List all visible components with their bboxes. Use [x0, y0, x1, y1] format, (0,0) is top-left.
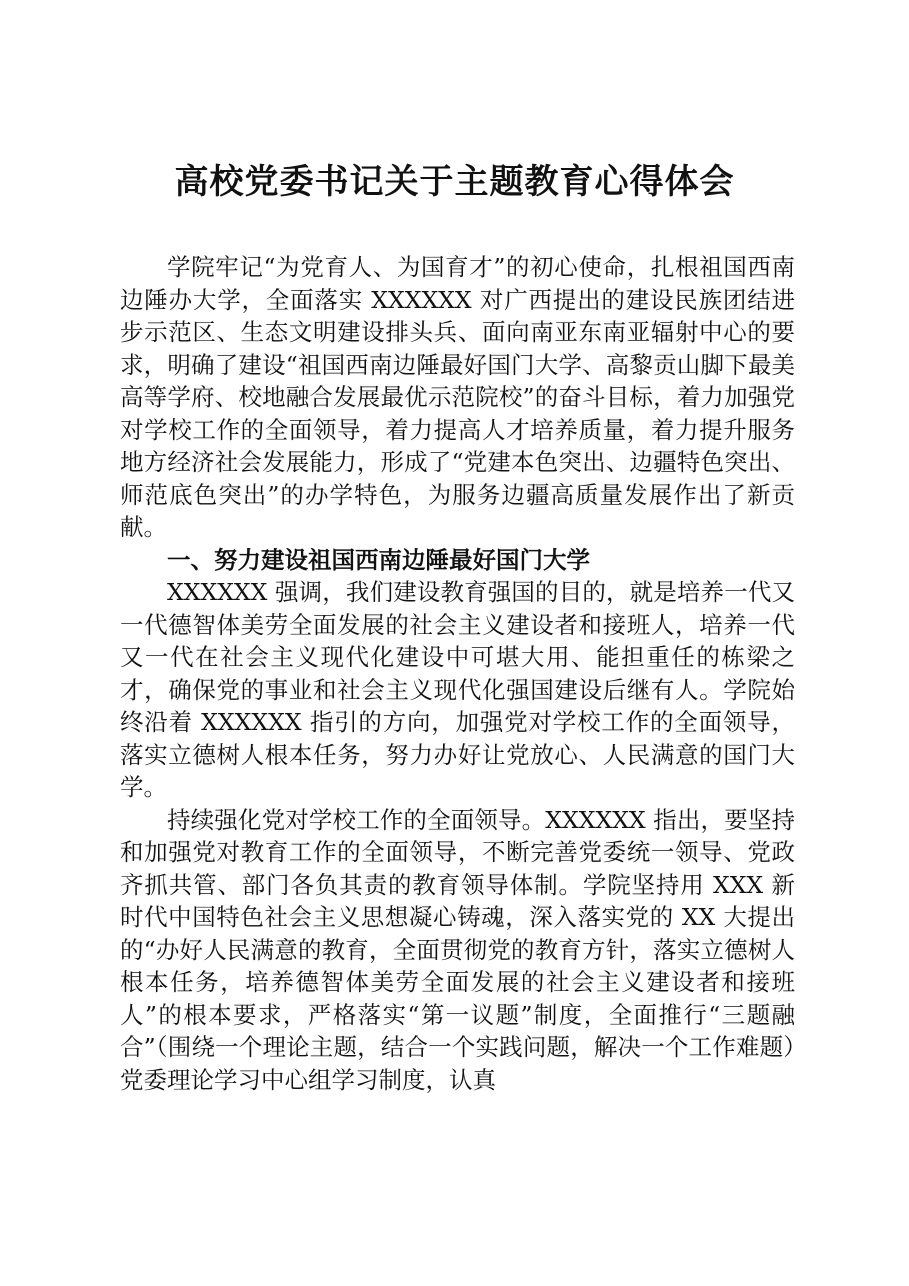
section-paragraph-1: XXXXXX 强调，我们建设教育强国的目的，就是培养一代又一代德智体美劳全面发展的社会主义建设者和接班人，培养一代又一代在社会主义现代化建设中可堪大用、能担重任的栋梁之才，确保党的事业和社会主义现代化强国建设后继有人。学院始终沿着 XXXXXX 指引的方向，加强党对学校工作的全面领导，落实立德树人根本任务，努力办好让党放心、人民满意的国门大学。: [120, 578, 795, 801]
document-title: 高校党委书记关于主题教育心得体会: [174, 162, 735, 202]
document-body: [120, 251, 795, 1096]
intro-paragraph: 学院牢记“为党育人、为国育才”的初心使命，扎根祖国西南边陲办大学，全面落实 XXXXXX 对广西提出的建设民族团结进步示范区、生态文明建设排头兵、面向南亚东南亚辐射中心的要求，明确了建设“祖国西南边陲最好国门大学、高黎贡山脚下最美高等学府、校地融合发展最优示范院校”的奋斗目标，着力加强党对学校工作的全面领导，着力提高人才培养质量，着力提升服务地方经济社会发展能力，形成了“党建本色突出、边疆特色突出、师范底色突出”的办学特色，为服务边疆高质量发展作出了新贡献。: [120, 253, 795, 541]
section-heading: 一、努力建设祖国西南边陲最好国门大学: [167, 545, 590, 574]
section-paragraph-2: 持续强化党对学校工作的全面领导。XXXXXX 指出，要坚持和加强党对教育工作的全面领导，不断完善党委统一领导、党政齐抓共管、部门各负其责的教育领导体制。学院坚持用 XXX 新时代中国特色社会主义思想凝心铸魂，深入落实党的 XX 大提出的“办好人民满意的教育，全面贯彻党的教育方针，落实立德树人根本任务，培养德智体美劳全面发展的社会主义建设者和接班人”的根本要求，严格落实“第一议题”制度，全面推行“三题融合”（围绕一个理论主题，结合一个实践问题，解决一个工作难题）党委理论学习中心组学习制度，认真: [120, 805, 795, 1094]
